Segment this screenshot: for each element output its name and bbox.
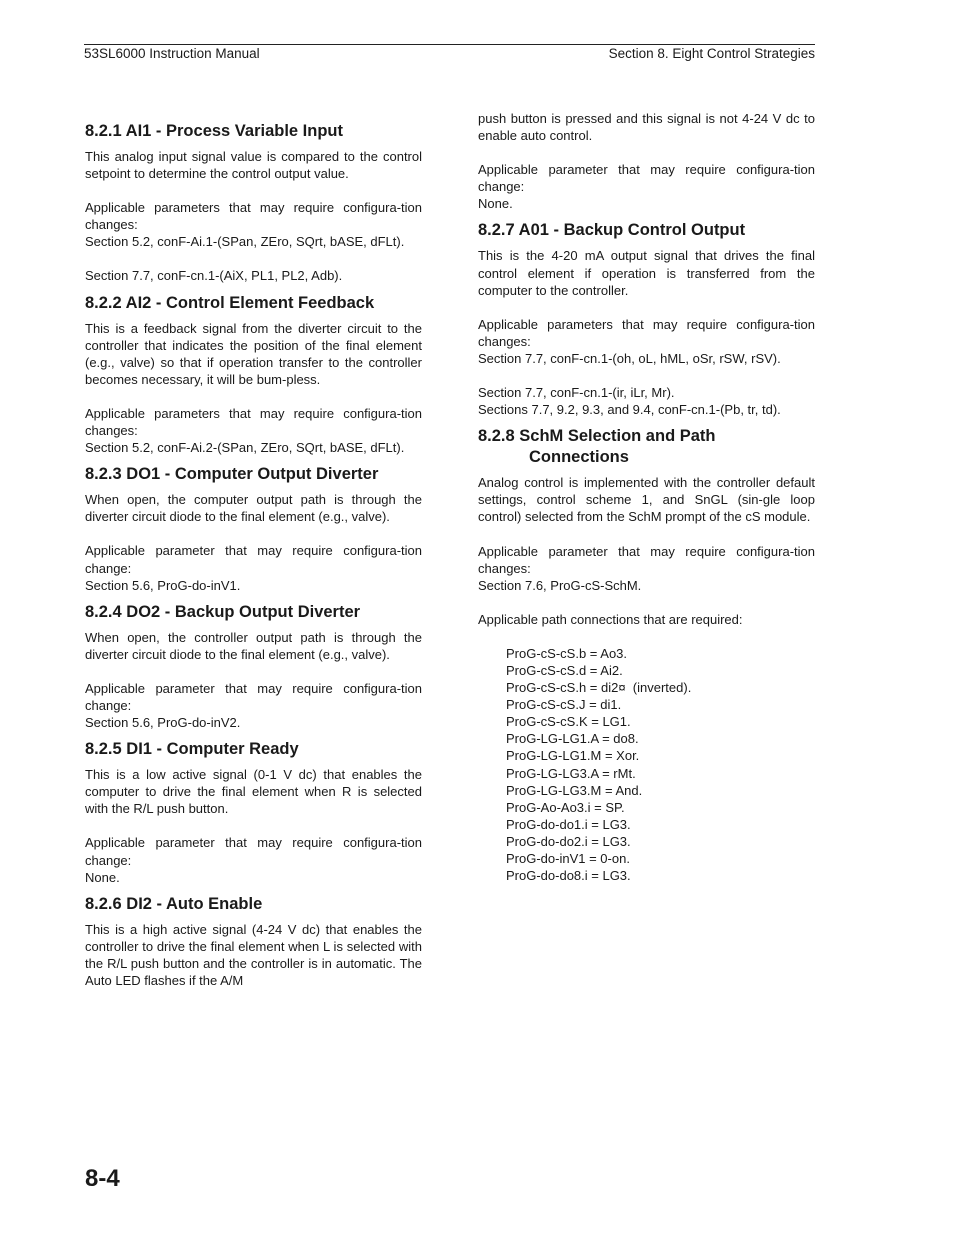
paragraph: This analog input signal value is compared to the control setpoint to determine the control output value. xyxy=(85,149,422,182)
section-8-2-2 xyxy=(85,293,422,457)
list-item: ProG-LG-LG1.M = Xor. xyxy=(506,748,640,764)
paragraph: Applicable parameters that may require configura-tion changes: xyxy=(85,200,422,233)
section-8-2-8 xyxy=(478,426,815,884)
list-item: ProG-Ao-Ao3.i = SP. xyxy=(506,799,625,815)
list-item: ProG-do-do1.i = LG3. xyxy=(506,816,631,832)
list-item: ProG-LG-LG3.M = And. xyxy=(506,782,643,798)
paragraph: None. xyxy=(85,869,120,885)
paragraph: Applicable parameter that may require configura-tion change: xyxy=(85,543,422,576)
right-column xyxy=(478,110,815,892)
left-column xyxy=(85,121,422,997)
paragraph: Applicable parameters that may require configura-tion changes: xyxy=(85,405,422,439)
list-item: ProG-LG-LG1.A = do8. xyxy=(506,731,639,747)
section-heading: 8.2.5 DI1 - Computer Ready xyxy=(85,740,299,759)
paragraph: This is the 4-20 mA output signal that drives the final control element if operation is transferred from the computer to the controller. xyxy=(478,248,815,298)
paragraph: Analog control is implemented with the controller default settings, control scheme 1, and SnGL (sin-gle loop control) selected from the SchM prompt of the cS module. xyxy=(478,475,815,525)
paragraph: Applicable parameter that may require configura-tion changes: xyxy=(478,543,815,576)
paragraph: push button is pressed and this signal is not 4-24 V dc to enable auto control. xyxy=(478,111,815,144)
section-8-2-7 xyxy=(478,220,815,418)
paragraph: When open, the controller output path is through the diverter circuit diode to the final element (e.g., valve). xyxy=(85,629,422,662)
section-heading-line2: Connections xyxy=(529,448,629,467)
paragraph: Applicable parameter that may require configura-tion change: xyxy=(478,162,815,195)
section-8-2-5 xyxy=(85,739,422,886)
paragraph: This is a feedback signal from the diverter circuit to the controller that indicates the position of the final element (e.g., valve) so that if operation transfer to the controller becomes necessary, it will be bum-pless. xyxy=(85,320,422,387)
paragraph: Section 7.7, conF-cn.1-(ir, iLr, Mr). xyxy=(478,385,675,401)
section-heading-line1: 8.2.8 SchM Selection and Path xyxy=(478,427,716,446)
path-connections-list xyxy=(478,645,815,884)
section-8-2-1 xyxy=(85,121,422,285)
paragraph: This is a low active signal (0-1 V dc) that enables the computer to drive the final element when R is selected with the R/L push button. xyxy=(85,767,422,817)
paragraph: Sections 7.7, 9.2, 9.3, and 9.4, conF-cn.1-(Pb, tr, td). xyxy=(478,402,781,418)
list-item: ProG-do-do8.i = LG3. xyxy=(506,868,631,884)
paragraph: When open, the computer output path is through the diverter circuit diode to the final element (e.g., valve). xyxy=(85,492,422,525)
list-item: ProG-cS-cS.d = Ai2. xyxy=(506,662,623,678)
section-heading: 8.2.6 DI2 - Auto Enable xyxy=(85,894,263,913)
header-manual-title: 53SL6000 Instruction Manual xyxy=(84,46,260,61)
section-heading: 8.2.1 AI1 - Process Variable Input xyxy=(85,122,343,140)
list-item: ProG-do-do2.i = LG3. xyxy=(506,833,631,849)
paragraph: Section 5.2, conF-Ai.2-(SPan, ZEro, SQrt, bASE, dFLt). xyxy=(85,440,405,456)
section-heading: 8.2.2 AI2 - Control Element Feedback xyxy=(85,293,375,312)
page-number: 8-4 xyxy=(85,1165,120,1192)
paragraph: Section 7.7, conF-cn.1-(oh, oL, hML, oSr, rSW, rSV). xyxy=(478,350,781,366)
section-8-2-4 xyxy=(85,602,422,731)
section-heading: 8.2.7 A01 - Backup Control Output xyxy=(478,221,746,240)
paragraph: Applicable parameters that may require configura-tion changes: xyxy=(478,316,815,349)
paragraph: Section 5.6, ProG-do-inV2. xyxy=(85,715,241,731)
paragraph: This is a high active signal (4-24 V dc) that enables the controller to drive the final element when L is selected with the R/L push button and the controller is in automatic. The Auto LED flashes if the A/M xyxy=(85,921,422,988)
section-heading: 8.2.4 DO2 - Backup Output Diverter xyxy=(85,602,361,621)
section-heading: 8.2.3 DO1 - Computer Output Diverter xyxy=(85,465,379,484)
list-item: ProG-cS-cS.J = di1. xyxy=(506,697,622,713)
list-item: ProG-do-inV1 = 0-on. xyxy=(506,851,630,866)
paragraph: Section 7.6, ProG-cS-SchM. xyxy=(478,577,642,593)
paragraph: None. xyxy=(478,196,513,212)
paragraph: Applicable parameter that may require configura-tion change: xyxy=(85,835,422,868)
list-item: ProG-LG-LG3.A = rMt. xyxy=(506,765,636,781)
section-8-2-3 xyxy=(85,464,422,593)
list-item: ProG-cS-cS.K = LG1. xyxy=(506,714,631,730)
header-section-title: Section 8. Eight Control Strategies xyxy=(608,46,815,61)
section-heading xyxy=(478,426,815,468)
paragraph: Section 7.7, conF-cn.1-(AiX, PL1, PL2, Adb). xyxy=(85,268,343,284)
list-item: ProG-cS-cS.b = Ao3. xyxy=(506,645,628,661)
paragraph: Applicable parameter that may require configura-tion change: xyxy=(85,680,422,713)
list-item: ProG-cS-cS.h = di2¤ (inverted). xyxy=(506,680,692,696)
section-8-2-6 xyxy=(85,894,422,989)
running-header xyxy=(84,44,815,63)
section-8-2-6-continued xyxy=(478,110,815,212)
paragraph: Applicable path connections that are required: xyxy=(478,611,743,627)
paragraph: Section 5.2, conF-Ai.1-(SPan, ZEro, SQrt, bASE, dFLt). xyxy=(85,234,405,250)
paragraph: Section 5.6, ProG-do-inV1. xyxy=(85,577,241,593)
